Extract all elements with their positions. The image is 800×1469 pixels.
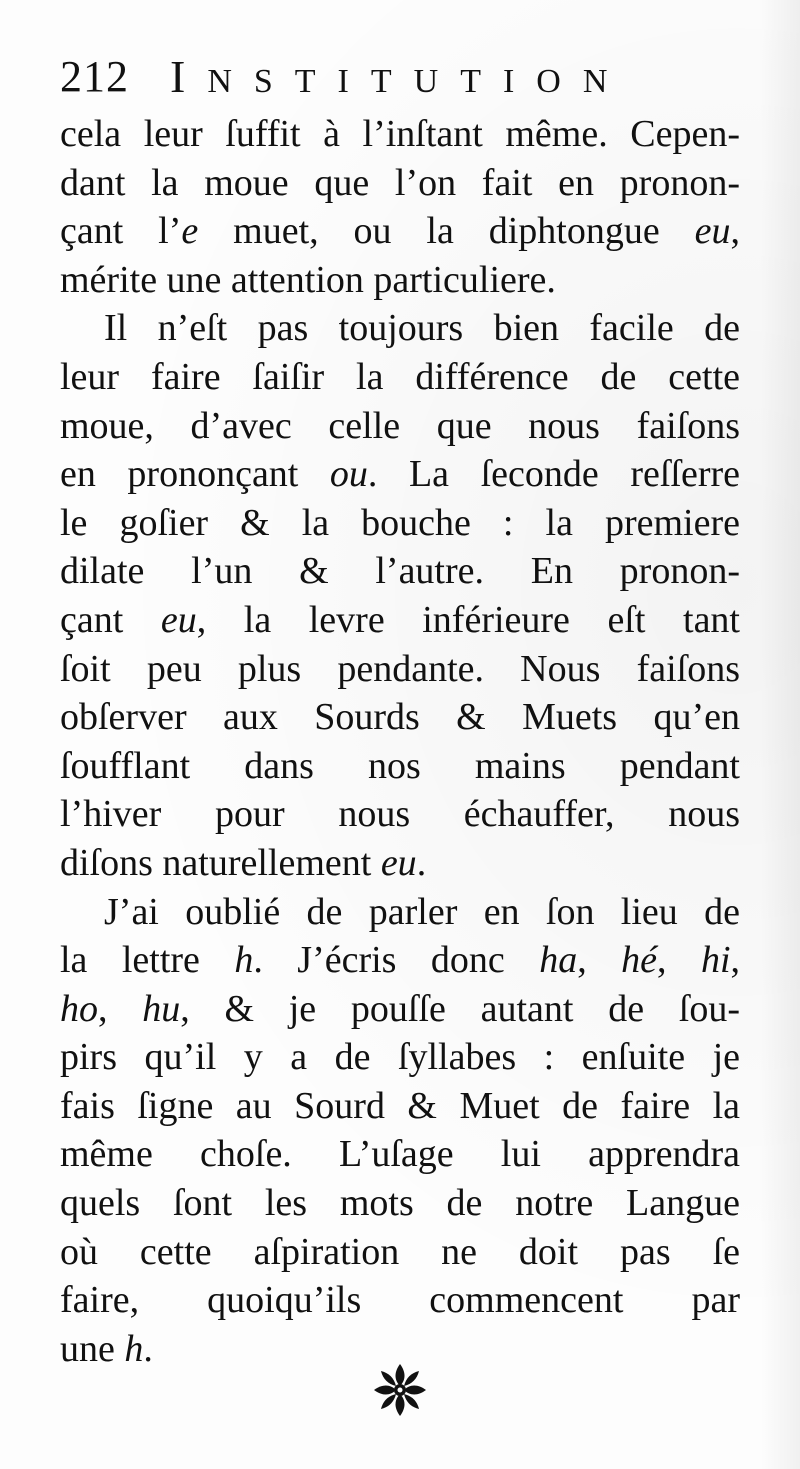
text-line bbox=[60, 1082, 740, 1131]
running-head bbox=[170, 52, 629, 107]
text-run: , bbox=[730, 210, 740, 253]
text-run: . La ſeconde reſſerre bbox=[367, 453, 740, 496]
italic-text: hé bbox=[621, 939, 658, 982]
text-line bbox=[60, 839, 740, 888]
text-line bbox=[60, 596, 740, 645]
text-run: quels ſont les mots de notre Langue bbox=[60, 1182, 740, 1225]
body-text bbox=[60, 110, 740, 1373]
fleuron-ornament-icon bbox=[372, 1362, 428, 1418]
text-run: obſerver aux Sourds & Muets qu’en bbox=[60, 696, 740, 739]
italic-text: eu bbox=[160, 598, 197, 641]
text-line bbox=[60, 450, 740, 499]
page-header bbox=[60, 48, 750, 108]
italic-text: h bbox=[124, 1327, 144, 1370]
text-run: où cette aſpiration ne doit pas ſe bbox=[60, 1230, 740, 1273]
paragraph bbox=[60, 888, 740, 1374]
text-line bbox=[60, 936, 740, 985]
text-run: la lettre bbox=[60, 939, 235, 982]
text-run: , bbox=[657, 939, 701, 982]
text-line bbox=[60, 985, 740, 1034]
text-run: çant l’ bbox=[60, 210, 182, 253]
text-run: en prononçant bbox=[60, 453, 330, 496]
text-run: moue, d’avec celle que nous faiſons bbox=[60, 404, 740, 447]
text-line bbox=[60, 1179, 740, 1228]
text-run: même choſe. L’uſage lui apprendra bbox=[60, 1133, 740, 1176]
text-run: , bbox=[98, 987, 143, 1030]
text-line bbox=[60, 742, 740, 791]
italic-text: ha bbox=[539, 939, 578, 982]
text-run: cela leur ſuffit à l’inſtant même. Cepen- bbox=[60, 113, 740, 155]
text-line bbox=[60, 402, 740, 451]
text-run: . bbox=[143, 1327, 153, 1370]
text-run: muet, ou la diphtongue bbox=[198, 210, 695, 253]
italic-text: hu bbox=[142, 987, 181, 1030]
text-run: une bbox=[60, 1327, 125, 1370]
text-line bbox=[60, 207, 740, 256]
paragraph bbox=[60, 110, 740, 304]
text-line bbox=[60, 693, 740, 742]
text-line bbox=[60, 159, 740, 208]
text-line bbox=[60, 888, 740, 937]
text-run: , bbox=[730, 939, 741, 982]
text-line bbox=[60, 499, 740, 548]
page-gutter-shadow bbox=[760, 0, 800, 1469]
text-run: diſons naturellement bbox=[60, 841, 381, 884]
italic-text: h bbox=[234, 939, 254, 982]
italic-text: hi bbox=[700, 939, 731, 982]
running-head-rest: NSTITUTION bbox=[207, 63, 630, 100]
text-run: mérite une attention particuliere. bbox=[60, 258, 556, 301]
text-run: pirs qu’il y a de ſyllabes : enſuite je bbox=[60, 1036, 740, 1079]
italic-text: eu bbox=[694, 210, 731, 253]
italic-text: eu bbox=[380, 841, 417, 884]
text-run: , & je pouſſe autant de ſou- bbox=[180, 987, 741, 1030]
text-line bbox=[60, 256, 740, 305]
italic-text: ou bbox=[329, 453, 368, 496]
text-run: . J’écris donc bbox=[253, 939, 540, 982]
italic-text: e bbox=[181, 210, 199, 253]
text-run: ſoit peu plus pendante. Nous faiſons bbox=[60, 647, 740, 690]
text-line bbox=[60, 1033, 740, 1082]
text-run: J’ai oublié de parler en ſon lieu de bbox=[104, 890, 740, 933]
text-run: Il n’eſt pas toujours bien facile de bbox=[104, 307, 740, 350]
page-number: 212 bbox=[60, 52, 129, 101]
text-run: leur faire ſaiſir la différence de cette bbox=[60, 355, 740, 398]
text-run: faire, quoiqu’ils commencent par bbox=[60, 1279, 740, 1322]
text-run: . bbox=[416, 841, 427, 884]
text-run: dilate l’un & l’autre. En pronon- bbox=[60, 550, 740, 593]
italic-text: ho bbox=[60, 987, 98, 1030]
text-run: fais ſigne au Sourd & Muet de faire la bbox=[60, 1084, 740, 1127]
text-line bbox=[60, 353, 740, 402]
text-line bbox=[60, 1130, 740, 1179]
text-line bbox=[60, 110, 740, 159]
text-line bbox=[60, 645, 740, 694]
running-head-initial: I bbox=[170, 51, 208, 102]
text-run: le goſier & la bouche : la premiere bbox=[60, 501, 740, 544]
text-run: , bbox=[577, 939, 622, 982]
text-line bbox=[60, 790, 740, 839]
text-run: çant bbox=[60, 598, 161, 641]
text-line bbox=[60, 1276, 740, 1325]
text-run: dant la moue que l’on fait en pronon- bbox=[60, 161, 740, 204]
text-run: ſoufflant dans nos mains pendant bbox=[60, 744, 740, 787]
text-line bbox=[60, 304, 740, 353]
text-run: , la levre inférieure eſt tant bbox=[196, 598, 740, 641]
paragraph bbox=[60, 304, 740, 887]
text-run: l’hiver pour nous échauffer, nous bbox=[60, 793, 740, 836]
text-line bbox=[60, 547, 740, 596]
text-line bbox=[60, 1228, 740, 1277]
